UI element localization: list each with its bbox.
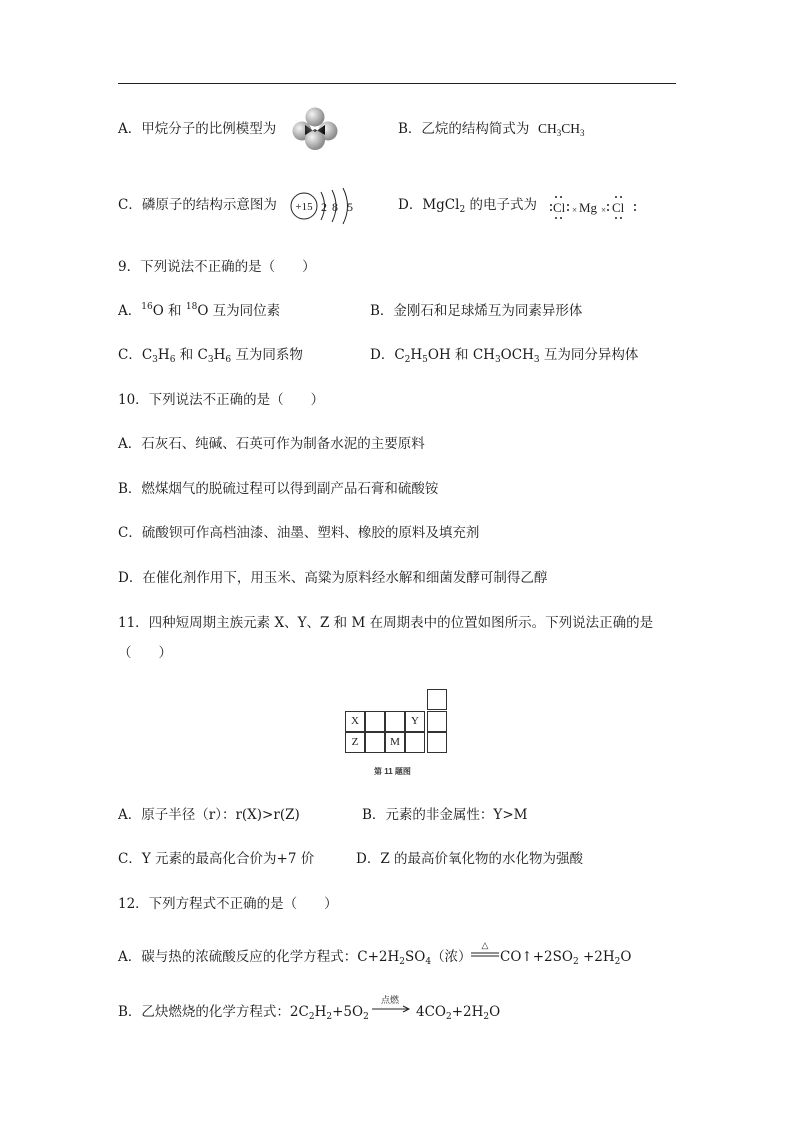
ignition-arrow	[370, 994, 412, 1018]
header-rule	[118, 83, 676, 84]
figure-caption: 第 11 题图	[374, 767, 411, 776]
svg-text:×: ×	[572, 205, 578, 215]
svg-text:2: 2	[321, 200, 327, 214]
q12-option-b: B．乙炔燃烧的化学方程式：$2C_2H_2+5O_2$	[118, 1004, 369, 1022]
q8-option-c: C．磷原子的结构示意图为	[118, 197, 277, 213]
cell-y: Y	[405, 711, 425, 732]
q12-a-products: $CO↑+2SO_2 +2H_2O$	[500, 949, 632, 967]
methane-model-icon	[292, 107, 338, 151]
heat-equals-sign	[470, 940, 500, 964]
q10-option-b: B．燃煤烟气的脱硫过程可以得到副产品石膏和硫酸铵	[118, 481, 439, 497]
q10-stem: 10．下列说法不正确的是（ ）	[118, 392, 325, 408]
periodic-table-figure	[345, 689, 449, 755]
q8-option-d: D．MgCl$_2$ 的电子式为	[398, 197, 537, 215]
q9-option-a: A．$^{16}$O 和 $^{18}$O 互为同位素	[118, 302, 281, 319]
ethane-formula: $CH_3CH_3$	[538, 121, 585, 138]
q8-option-b: B．乙烷的结构简式为 $CH_3CH_3$	[398, 121, 585, 138]
q12-b-products: $4CO_2+2H_2O$	[416, 1004, 501, 1022]
q10-option-a: A．石灰石、纯碱、石英可作为制备水泥的主要原料	[118, 436, 425, 452]
cell-z: Z	[345, 732, 365, 753]
q12-option-a: A．碳与热的浓硫酸反应的化学方程式：$C+2H_2SO_4$（浓）	[118, 949, 472, 967]
svg-text:×: ×	[601, 205, 607, 215]
q11-stem: 11．四种短周期主族元素 X、Y、Z 和 M 在周期表中的位置如图所示。下列说法正确的是	[118, 615, 654, 631]
q11-option-a: A．原子半径（r）：r(X)>r(Z)	[118, 807, 300, 823]
svg-text:△: △	[481, 940, 489, 950]
ignition-label: 点燃	[380, 996, 400, 1006]
svg-text:Cl: Cl	[553, 200, 566, 215]
q11-option-d: D．Z 的最高价氧化物的水化物为强酸	[356, 851, 583, 867]
mgcl2-electron-dot-formula	[548, 190, 640, 224]
q11-option-c: C．Y 元素的最高化合价为+7 价	[118, 851, 315, 867]
q8-option-a: A．甲烷分子的比例模型为	[118, 121, 277, 137]
q11-option-b: B．元素的非金属性：Y>M	[362, 807, 528, 823]
cell-x: X	[345, 711, 365, 732]
q11-stem-brackets: （ ）	[118, 645, 172, 661]
q9-option-b: B．金刚石和足球烯互为同素异形体	[370, 303, 583, 319]
svg-text:5: 5	[347, 200, 353, 214]
svg-text:Mg: Mg	[579, 200, 598, 215]
cell-m: M	[385, 732, 405, 753]
q10-option-c: C．硫酸钡可作高档油漆、油墨、塑料、橡胶的原料及填充剂	[118, 525, 480, 541]
svg-text:8: 8	[332, 200, 338, 214]
q10-option-d: D．在催化剂作用下，用玉米、高粱为原料经水解和细菌发酵可制得乙醇	[118, 570, 548, 586]
q9-stem: 9．下列说法不正确的是（ ）	[118, 259, 316, 275]
svg-text:+15: +15	[295, 201, 313, 213]
phosphorus-atom-diagram	[288, 184, 360, 228]
q9-option-d: D．$C_2H_5OH$ 和 $CH_3OCH_3$ 互为同分异构体	[370, 347, 639, 365]
q12-stem: 12．下列方程式不正确的是（ ）	[118, 896, 338, 912]
svg-text:Cl: Cl	[612, 200, 625, 215]
q9-option-c: C．$C_3H_6$ 和 $C_3H_6$ 互为同系物	[118, 347, 303, 365]
